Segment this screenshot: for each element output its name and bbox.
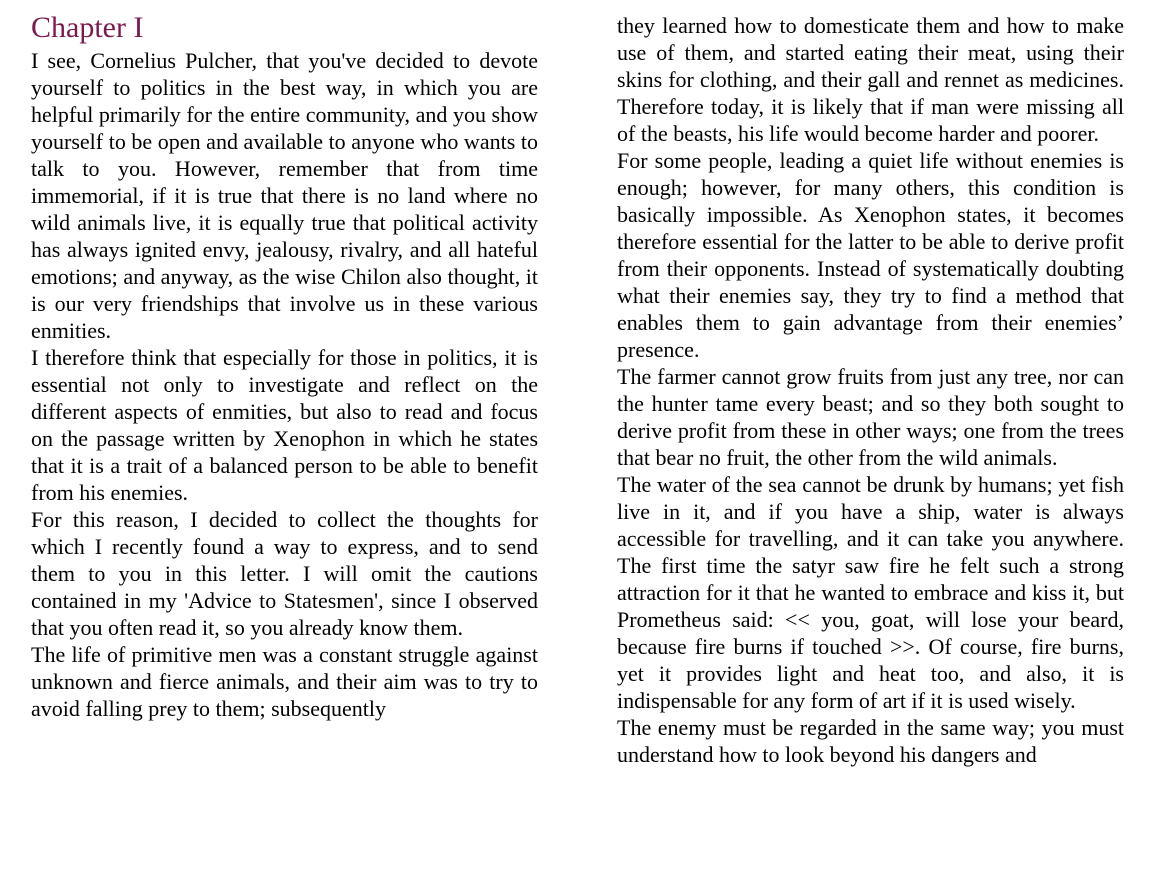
chapter-heading: Chapter I <box>31 11 144 44</box>
paragraph: they learned how to domesticate them and how to make use of them, and started eating their meat, using their skins for clothing, and their gall and rennet as medicines. Therefore today, it is likely that if man were missing all of the beasts, his life would become harder and poorer. <box>617 13 1124 146</box>
paragraph: For some people, leading a quiet life without enemies is enough; however, for many others, this condition is basically impossible. As Xenophon states, it becomes therefore essential for the latter to be able to derive profit from their opponents. Instead of systematically doubting what their enemies say, they try to find a method that enables them to gain advantage from their enemies’ presence. <box>617 148 1124 362</box>
paragraph: The farmer cannot grow fruits from just any tree, nor can the hunter tame every beast; and so they both sought to derive profit from these in other ways; one from the trees that bear no fruit, the other from the wild animals. <box>617 364 1124 470</box>
paragraph: For this reason, I decided to collect the thoughts for which I recently found a way to express, and to send them to you in this letter. I will omit the cautions contained in my 'Advice to Statesmen', since I observed that you often read it, so you already know them. <box>31 507 538 640</box>
paragraph: I see, Cornelius Pulcher, that you've decided to devote yourself to politics in the best way, in which you are helpful primarily for the entire community, and you show yourself to be open and available to anyone who wants to talk to you. However, remember that from time immemorial, if it is true that there is no land where no wild animals live, it is equally true that political activity has always ignited envy, jealousy, rivalry, and all hateful emotions; and anyway, as the wise Chilon also thought, it is our very friendships that involve us in these various enmities. <box>31 48 538 343</box>
paragraph: The enemy must be regarded in the same way; you must understand how to look beyond his dangers and <box>617 715 1124 767</box>
paragraph: The life of primitive men was a constant struggle against unknown and fierce animals, and their aim was to try to avoid falling prey to them; subsequently <box>31 642 538 721</box>
paragraph: I therefore think that especially for those in politics, it is essential not only to investigate and reflect on the different aspects of enmities, but also to read and focus on the passage written by Xenophon in which he states that it is a trait of a balanced person to be able to benefit from his enemies. <box>31 345 538 505</box>
paragraph: The water of the sea cannot be drunk by humans; yet fish live in it, and if you have a ship, water is always accessible for travelling, and it can take you anywhere. The first time the satyr saw fire he felt such a strong attraction for it that he wanted to embrace and kiss it, but Prometheus said: << you, goat, will lose your beard, because fire burns if touched >>. Of course, fire burns, yet it provides light and heat too, and also, it is indispensable for any form of art if it is used wisely. <box>617 472 1124 713</box>
left-column <box>31 0 538 722</box>
right-column <box>617 0 1124 768</box>
